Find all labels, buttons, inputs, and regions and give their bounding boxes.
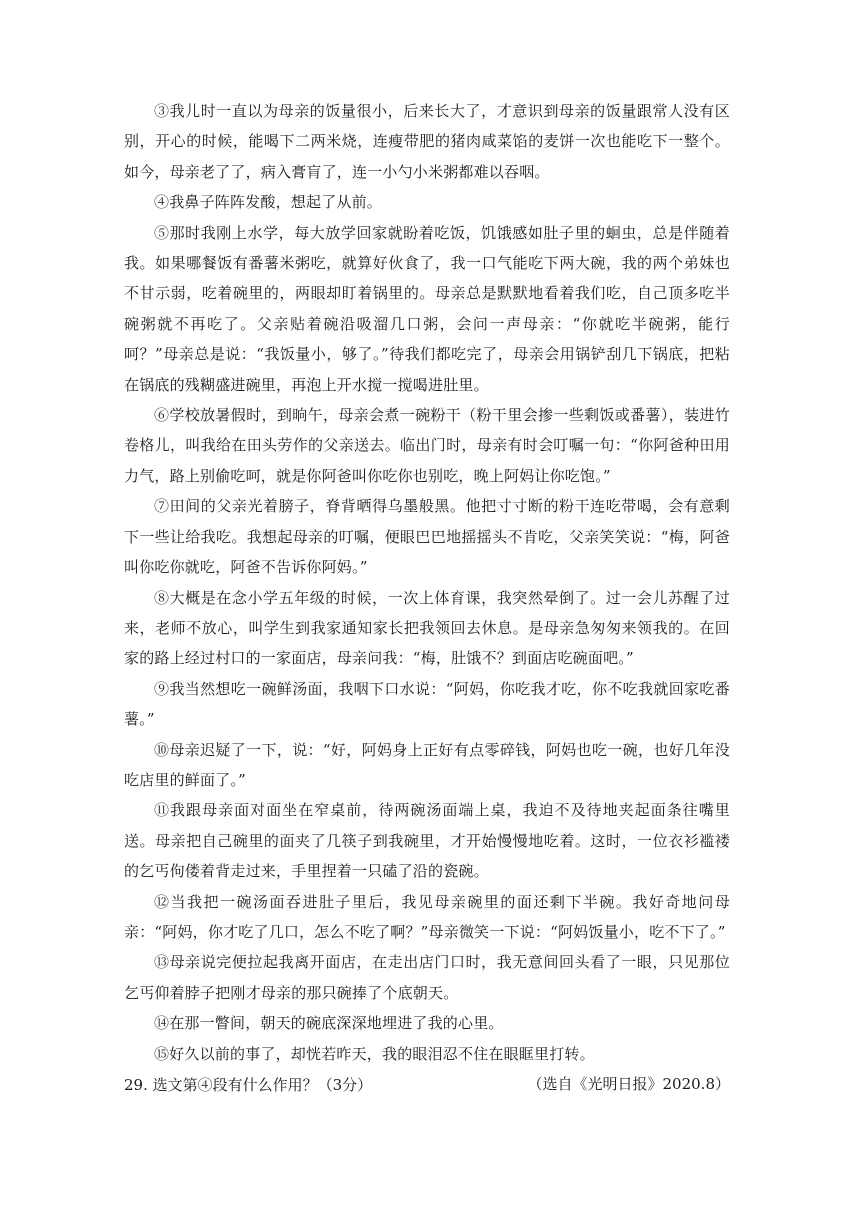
paragraph-6: ⑥学校放暑假时，到晌午，母亲会煮一碗粉干（粉干里会掺一些剩饭或番薯），装进竹卷格儿，叫我给在田头劳作的父亲送去。临出门时，母亲有时会叮嘱一句：“你阿爸种田用力气，路上别偷吃呵，就是你阿爸叫你吃你也别吃，晚上阿妈让你吃饱。” (124, 406, 730, 485)
paragraph-12: ⑫当我把一碗汤面吞进肚子里后，我见母亲碗里的面还剩下半碗。我好奇地问母亲：“阿妈，你才吃了几口，怎么不吃了啊？”母亲微笑一下说：“阿妈饭量小，吃不下了。” (124, 892, 730, 941)
paragraph-9: ⑨我当然想吃一碗鲜汤面，我咽下口水说：“阿妈，你吃我才吃，你不吃我就回家吃番薯。” (124, 679, 730, 729)
paragraph-5: ⑤那时我刚上水学，每大放学回家就盼着吃饭，饥饿感如肚子里的蛔虫，总是伴随着我。如果哪餐饭有番薯米粥吃，就算好伙食了，我一口气能吃下两大碗，我的两个弟妹也不甘示弱，吃着碗里的，两眼却盯着锅里的。母亲总是默默地看着我们吃，自己顶多吃半碗粥就不再吃了。父亲贴着碗沿吸溜几口粥，会问一声母亲：“你就吃半碗粥，能行呵？”母亲总是说：“我饭量小，够了。”待我们都吃完了，母亲会用锅铲刮几下锅底，把粘在锅底的残糊盛进碗里，再泡上开水搅一搅喝进肚里。 (124, 223, 730, 394)
paragraph-10: ⑩母亲迟疑了一下，说：“好，阿妈身上正好有点零碎钱，阿妈也吃一碗，也好几年没吃店里的鲜面了。” (124, 740, 730, 789)
paragraph-14: ⑭在那一瞥间，朝天的碗底深深地埋进了我的心里。 (154, 1014, 504, 1033)
article-body (124, 96, 730, 1099)
paragraph-11: ⑪我跟母亲面对面坐在窄桌前，待两碗汤面端上桌，我迫不及待地夹起面条往嘴里送。母亲把自己碗里的面夹了几筷子到我碗里，才开始慢慢地吃着。这时，一位衣衫褴褛的乞丐佝偻着背走过来，手里捏着一只磕了沿的瓷碗。 (124, 801, 730, 881)
paragraph-3: ③我儿时一直以为母亲的饭量很小，后来长大了，才意识到母亲的饭量跟常人没有区别，开心的时候，能喝下二两米烧，连瘦带肥的猪肉咸菜馅的麦饼一次也能吃下一整个。如今，母亲老了了，病入膏肓了，连一小勺小米粥都难以吞咽。 (124, 102, 730, 181)
question-29: 29. 选文第④段有什么作用？（3分） (124, 1076, 373, 1094)
paragraph-8: ⑧大概是在念小学五年级的时候，一次上体育课，我突然晕倒了。过一会儿苏醒了过来，老师不放心，叫学生到我家通知家长把我领回去休息。是母亲急匆匆来领我的。在回家的路上经过村口的一家面店，母亲问我：“梅，肚饿不？到面店吃碗面吧。” (124, 588, 730, 668)
paragraph-15: ⑮好久以前的事了，却恍若昨天，我的眼泪忍不住在眼眶里打转。 (154, 1044, 595, 1063)
paragraph-13: ⑬母亲说完便拉起我离开面店，在走出店门口时，我无意间回头看了一眼，只见那位乞丐仰着脖子把刚才母亲的那只碗捧了个底朝天。 (124, 953, 730, 1002)
source-citation: （选自《光明日报》2020.8） (527, 1075, 730, 1093)
paragraph-4: ④我鼻子阵阵发酸，想起了从前。 (154, 193, 383, 212)
paragraph-7: ⑦田间的父亲光着膀子，脊背晒得乌墨般黑。他把寸寸断的粉干连吃带喝，会有意剩下一些让给我吃。我想起母亲的叮嘱，便眼巴巴地摇摇头不肯吃，父亲笑笑说：“梅，阿爸叫你吃你就吃，阿爸不告诉你阿妈。” (124, 497, 730, 577)
